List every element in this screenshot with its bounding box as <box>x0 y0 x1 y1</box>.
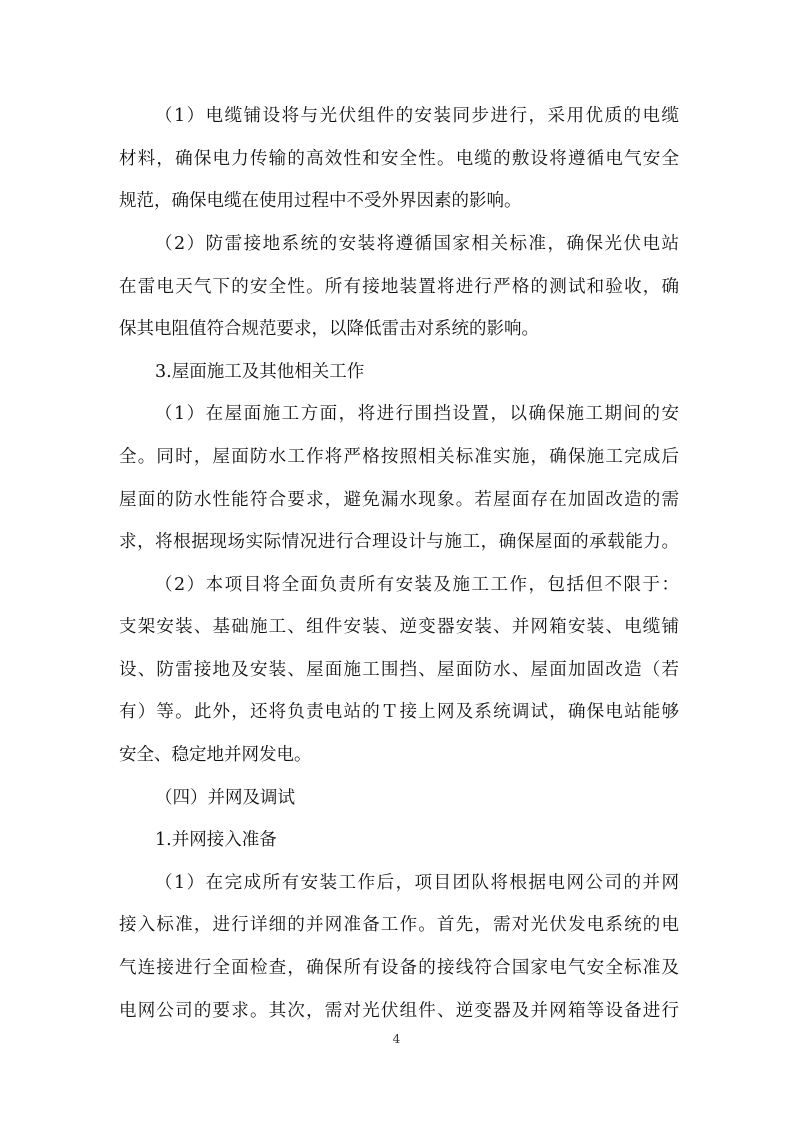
section-heading: （四）并网及调试 <box>155 788 295 808</box>
paragraph-line: 求，将根据现场实际情况进行合理设计与施工，确保屋面的承载能力。 <box>119 532 679 552</box>
paragraph-line: 保其电阻值符合规范要求，以降低雷击对系统的影响。 <box>119 319 539 339</box>
paragraph-line: 支架安装、基础施工、组件安装、逆变器安装、并网箱安装、电缆铺 <box>119 617 679 637</box>
paragraph-line: 屋面的防水性能符合要求，避免漏水现象。若屋面存在加固改造的需 <box>119 490 679 510</box>
paragraph-line: 安全、稳定地并网发电。 <box>119 745 312 765</box>
paragraph-line: 材料，确保电力传输的高效性和安全性。电缆的敷设将遵循电气安全 <box>119 149 679 169</box>
page-number: 4 <box>392 1032 401 1046</box>
paragraph-line: （1）在屋面施工方面，将进行围挡设置，以确保施工期间的安 <box>155 404 679 424</box>
paragraph-line: 接入标准，进行详细的并网准备工作。首先，需对光伏发电系统的电 <box>119 915 679 935</box>
paragraph-line: 在雷电天气下的安全性。所有接地装置将进行严格的测试和验收，确 <box>119 277 679 297</box>
paragraph-line: （2）本项目将全面负责所有安装及施工工作，包括但不限于： <box>155 575 679 595</box>
paragraph-line: 设、防雷接地及安装、屋面施工围挡、屋面防水、屋面加固改造（若 <box>119 660 679 680</box>
section-heading: 3.屋面施工及其他相关工作 <box>155 362 365 382</box>
section-heading: 1.并网接入准备 <box>155 830 277 850</box>
paragraph-line: 气连接进行全面检查，确保所有设备的接线符合国家电气安全标准及 <box>119 958 679 978</box>
paragraph-line: 电网公司的要求。其次，需对光伏组件、逆变器及并网箱等设备进行 <box>119 1001 679 1021</box>
paragraph-line: 全。同时，屋面防水工作将严格按照相关标准实施，确保施工完成后 <box>119 447 679 467</box>
paragraph-line: 有）等。此外，还将负责电站的Ｔ接上网及系统调试，确保电站能够 <box>119 702 679 722</box>
paragraph-line: 规范，确保电缆在使用过程中不受外界因素的影响。 <box>119 191 522 211</box>
paragraph-line: （1）电缆铺设将与光伏组件的安装同步进行，采用优质的电缆 <box>155 106 679 126</box>
paragraph-line: （2）防雷接地系统的安装将遵循国家相关标准，确保光伏电站 <box>155 234 679 254</box>
paragraph-line: （1）在完成所有安装工作后，项目团队将根据电网公司的并网 <box>155 873 679 893</box>
